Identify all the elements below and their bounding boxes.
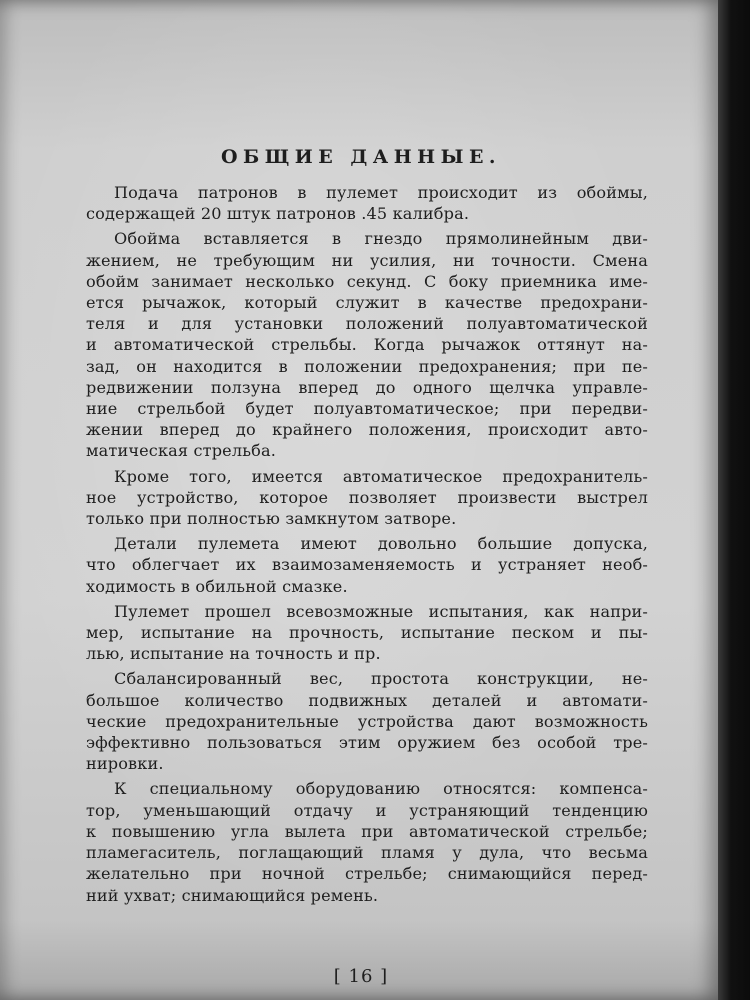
text-line: ходимость в обильной смазке.: [86, 576, 348, 596]
text-line: тор, уменьшающий отдачу и устраняющий тенденцию: [86, 800, 648, 820]
text-line: матическая стрельба.: [86, 441, 276, 461]
text-line: обойм занимает несколько секунд. С боку приемника име-: [86, 271, 648, 291]
text-line: что облегчает их взаимозаменяемость и устраняет необ-: [86, 555, 648, 575]
text-line: мер, испытание на прочность, испытание песком и пы-: [86, 623, 648, 643]
body-text: [86, 182, 648, 910]
page-number: [ 16 ]: [333, 966, 389, 987]
text-line: редвижении ползуна вперед до одного щелчка управле-: [86, 377, 648, 397]
paragraph: [86, 182, 648, 224]
text-line: и автоматической стрельбы. Когда рычажок оттянут на-: [86, 335, 648, 355]
text-line: Кроме того, имеется автоматическое предохранитель-: [114, 466, 648, 486]
text-line: Сбалансированный вес, простота конструкции, не-: [114, 669, 648, 689]
text-line: нировки.: [86, 754, 164, 774]
text-line: к повышению угла вылета при автоматической стрельбе;: [86, 821, 648, 841]
section-heading: ОБЩИЕ ДАННЫЕ.: [220, 146, 502, 168]
paragraph: [86, 601, 648, 665]
text-line: большое количество подвижных деталей и автомати-: [86, 690, 648, 710]
text-line: только при полностью замкнутом затворе.: [86, 509, 457, 529]
text-line: содержащей 20 штук патронов .45 калибра.: [86, 204, 470, 224]
text-line: ний ухват; снимающийся ремень.: [86, 885, 379, 905]
text-line: ное устройство, которое позволяет произвести выстрел: [86, 487, 648, 507]
text-line: Обойма вставляется в гнездо прямолинейным дви-: [114, 229, 648, 249]
text-line: К специальному оборудованию относятся: компенса-: [114, 779, 648, 799]
paragraph: [86, 533, 648, 597]
paragraph: [86, 228, 648, 461]
text-line: желательно при ночной стрельбе; снимающийся перед-: [86, 864, 648, 884]
text-line: пламегаситель, поглащающий пламя у дула, что весьма: [86, 843, 648, 863]
text-line: лью, испытание на точность и пр.: [86, 644, 381, 664]
text-line: теля и для установки положений полуавтоматической: [86, 314, 648, 334]
text-line: Пулемет прошел всевозможные испытания, как напри-: [114, 601, 648, 621]
text-line: зад, он находится в положении предохранения; при пе-: [86, 356, 648, 376]
text-line: ется рычажок, который служит в качестве предохрани-: [86, 293, 648, 313]
text-line: Детали пулемета имеют довольно большие допуска,: [114, 534, 648, 554]
text-line: жением, не требующим ни усилия, ни точности. Смена: [86, 250, 648, 270]
text-line: ние стрельбой будет полуавтоматическое; при передви-: [86, 399, 648, 419]
text-line: ческие предохранительные устройства дают возможность: [86, 711, 648, 731]
text-line: эффективно пользоваться этим оружием без особой тре-: [86, 733, 648, 753]
paragraph: [86, 778, 648, 905]
paragraph: [86, 668, 648, 774]
paragraph: [86, 466, 648, 530]
text-line: Подача патронов в пулемет происходит из обоймы,: [114, 183, 648, 202]
text-line: жении вперед до крайнего положения, происходит авто-: [86, 420, 648, 440]
book-edge-shadow: [718, 0, 750, 1000]
